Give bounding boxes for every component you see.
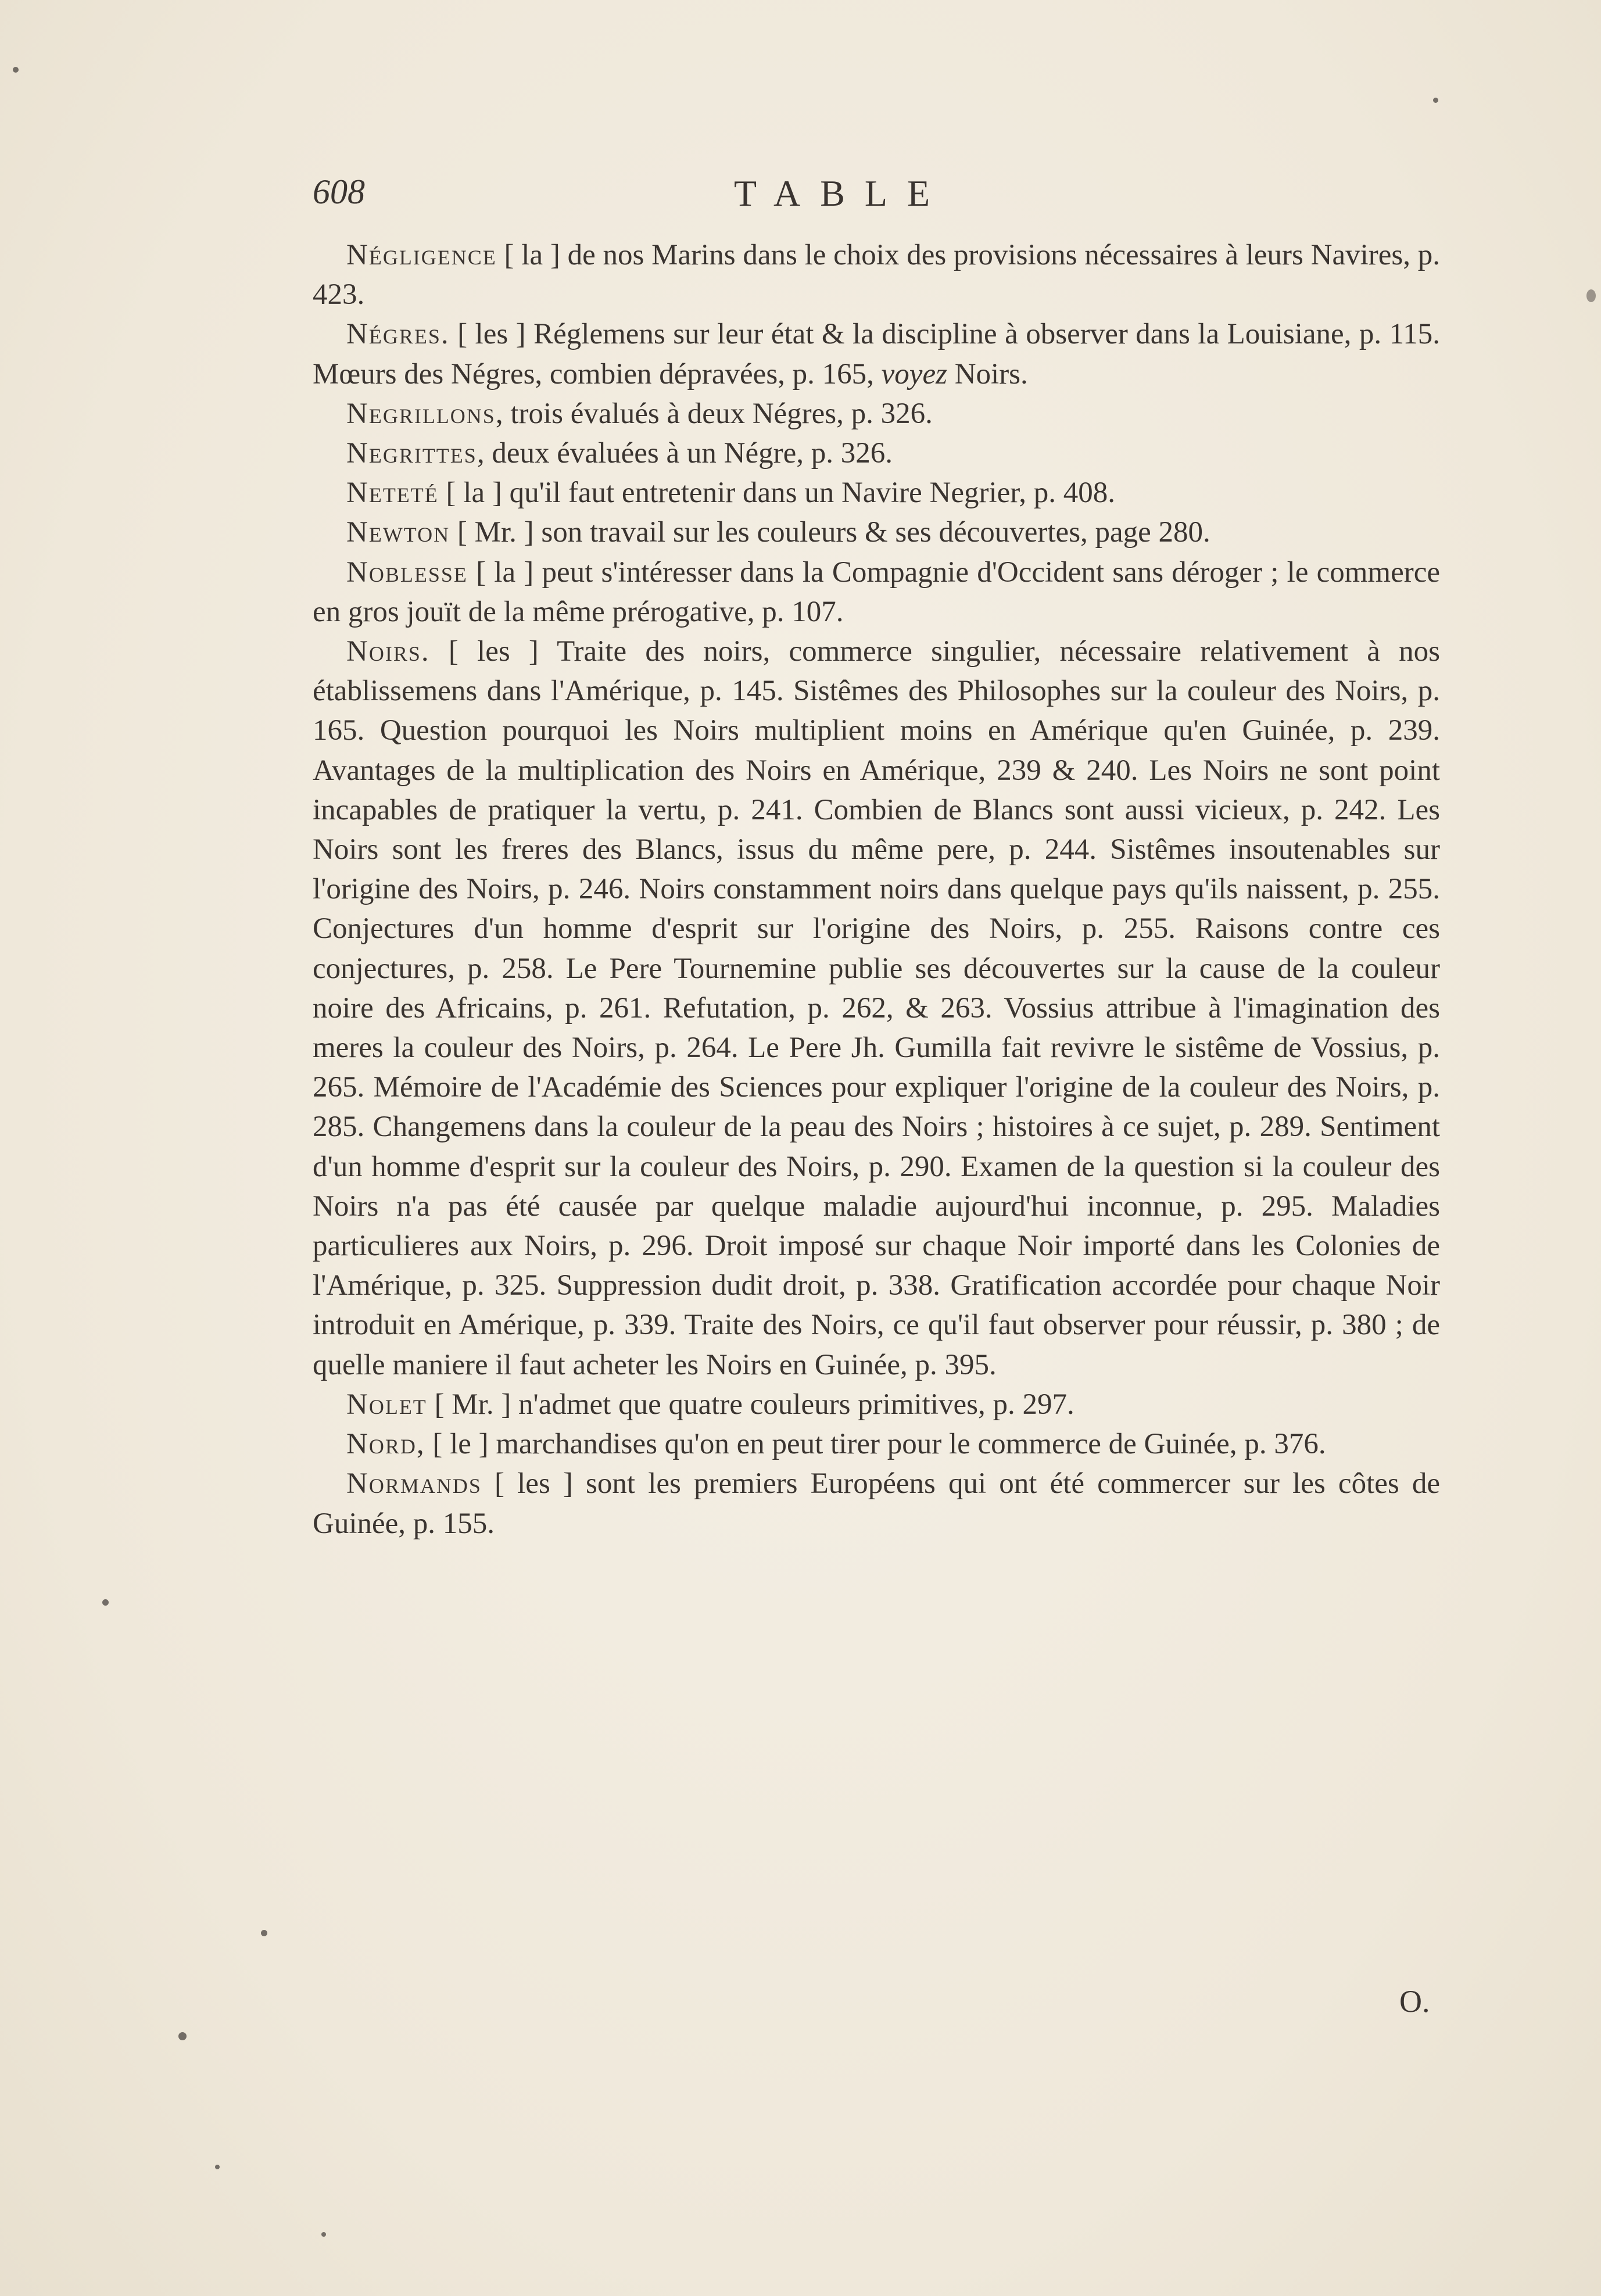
paper-speck	[102, 1599, 109, 1606]
paper-speck	[321, 2232, 326, 2237]
paper-speck	[215, 2165, 220, 2169]
paper-speck	[1586, 289, 1596, 302]
entry-text: [ la ] de nos Marins dans le choix des provisions nécessaires à leurs Navires, p. 423.	[313, 239, 1440, 311]
entry-text: [ les ] sont les premiers Européens qui ont été commercer sur les côtes de Guinée, p. 155.	[313, 1467, 1440, 1540]
paper-speck	[1433, 98, 1438, 103]
catchword: O.	[1399, 1984, 1430, 2019]
entry-heading: Noirs.	[346, 635, 430, 668]
entry-heading: Negrillons	[346, 397, 496, 430]
index-entry	[313, 1464, 1440, 1543]
entry-heading: Noblesse	[346, 556, 468, 589]
index-entry	[313, 1424, 1440, 1464]
entry-text: [ les ] Traite des noirs, commerce singulier, nécessaire relativement à nos établissemens dans l'Amérique, p. 145. Sistêmes des Philosophes sur la couleur des Noirs, p. 165. Question pourquoi les Noirs multiplient moins en Amérique qu'en Guinée, p. 239. Avantages de la multiplication des Noirs en Amérique, 239 & 240. Les Noirs ne sont point incapables de pratiquer la vertu, p. 241. Combien de Blancs sont aussi vicieux, p. 242. Les Noirs sont les freres des Blancs, issus du même pere, p. 244. Sistêmes insoutenables sur l'origine des Noirs, p. 246. Noirs constamment noirs dans quelque pays qu'ils naissent, p. 255. Conjectures d'un homme d'esprit sur l'origine des Noirs, p. 255. Raisons contre ces conjectures, p. 258. Le Pere Tournemine publie ses découvertes sur la cause de la couleur noire des Africains, p. 261. Refutation, p. 262, & 263. Vossius attribue à l'imagination des meres la couleur des Noirs, p. 264. Le Pere Jh. Gumilla fait revivre le sistême de Vossius, p. 265. Mémoire de l'Académie des Sciences pour expliquer l'origine de la couleur des Noirs, p. 285. Changemens dans la couleur de la peau des Noirs ; histoires à ce sujet, p. 289. Sentiment d'un homme d'esprit sur la couleur des Noirs, p. 290. Examen de la question si la couleur des Noirs n'a pas été causée par quelque maladie aujourd'hui inconnue, p. 295. Maladies particulieres aux Noirs, p. 296. Droit imposé sur chaque Noir importé dans les Colonies de l'Amérique, p. 325. Suppression dudit droit, p. 338. Gratification accordée pour chaque Noir introduit en Amérique, p. 339. Traite des Noirs, ce qu'il faut observer pour réussir, p. 380 ; de quelle maniere il faut acheter les Noirs en Guinée, p. 395.	[313, 635, 1440, 1381]
index-entries	[313, 235, 1440, 1543]
entry-heading: Newton	[346, 516, 450, 549]
index-entry	[313, 1385, 1440, 1424]
entry-cross-reference: voyez	[881, 357, 947, 391]
paper-speck	[13, 67, 19, 73]
entry-text: [ Mr. ] n'admet que quatre couleurs primitives, p. 297.	[427, 1388, 1075, 1421]
paper-speck	[261, 1930, 267, 1936]
paper-speck	[178, 2032, 187, 2040]
entry-heading: Négligence	[346, 239, 497, 271]
index-entry	[313, 513, 1440, 552]
index-entry	[313, 632, 1440, 1385]
entry-text: [ les ] Réglemens sur leur état & la discipline à observer dans la Louisiane, p. 115. Mœurs des Négres, combien dépravées, p. 165,	[313, 318, 1440, 391]
index-entry	[313, 553, 1440, 632]
entry-text: [ Mr. ] son travail sur les couleurs & ses découvertes, page 280.	[450, 516, 1210, 549]
entry-heading: Negrittes	[346, 437, 477, 470]
entry-text: , trois évalués à deux Négres, p. 326.	[495, 397, 933, 430]
entry-heading: Normands	[346, 1467, 482, 1500]
entry-heading: Nolet	[346, 1388, 427, 1421]
index-entry	[313, 394, 1440, 434]
entry-text: , deux évaluées à un Négre, p. 326.	[477, 437, 893, 470]
entry-text: Noirs.	[947, 357, 1028, 391]
index-entry	[313, 314, 1440, 393]
running-title: TABLE	[734, 173, 950, 214]
entry-heading: Nord,	[346, 1428, 425, 1461]
entry-text: [ le ] marchandises qu'on en peut tirer pour le commerce de Guinée, p. 376.	[425, 1428, 1326, 1461]
index-entry	[313, 473, 1440, 513]
entry-text: [ la ] qu'il faut entretenir dans un Navire Negrier, p. 408.	[438, 477, 1115, 510]
page-header	[313, 172, 1440, 224]
index-entry	[313, 235, 1440, 314]
entry-heading: Neteté	[346, 477, 439, 510]
index-entry	[313, 434, 1440, 473]
page-number: 608	[313, 173, 365, 211]
entry-heading: Négres.	[346, 318, 450, 351]
entry-text: [ la ] peut s'intéresser dans la Compagnie d'Occident sans déroger ; le commerce en gros jouït de la même prérogative, p. 107.	[313, 556, 1440, 628]
